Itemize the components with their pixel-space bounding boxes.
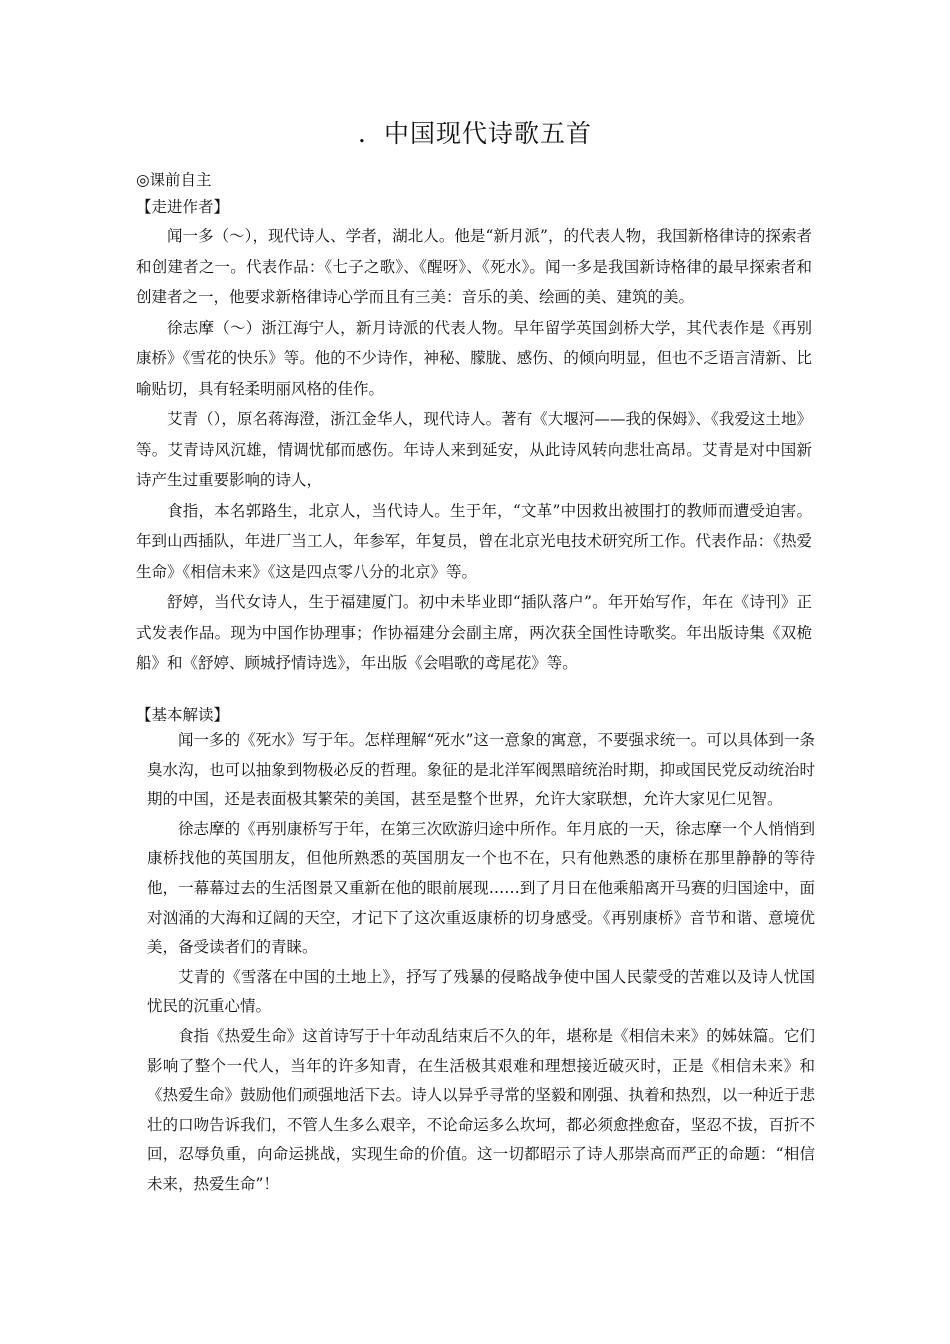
reading-paragraph-dead-water: 闻一多的《死水》写于年。怎样理解“死水”这一意象的寓意，不要强求统一。可以具体到一条臭水沟，也可以抽象到物极必反的哲理。象征的是北洋军阀黑暗统治时期，抑或国民党反动统治时期的中国，还是表面极其繁荣的美国，甚至是整个世界，允许大家联想，允许大家见仁见智。	[147, 731, 815, 809]
author-paragraph-xu-zhimo: 徐志摩（～）浙江海宁人，新月诗派的代表人物。早年留学英国剑桥大学，其代表作是《再别康桥》《雪花的快乐》等。他的不少诗作，神秘、朦胧、感伤、的倾向明显，但也不乏语言清新、比喻贴切，具有轻柔明丽风格的佳作。	[136, 318, 812, 398]
author-section-body	[136, 221, 812, 679]
document-title: ．中国现代诗歌五首	[357, 119, 592, 148]
author-paragraph-wen-yiduo: 闻一多（～），现代诗人、学者，湖北人。他是“新月派”，的代表人物，我国新格律诗的探索者和创建者之一。代表作品：《七子之歌》、《醒呀》、《死水》。闻一多是我国新诗格律的最早探索者和创建者之一，他要求新格律诗心学而且有三美：音乐的美、绘画的美、建筑的美。	[136, 227, 812, 306]
reading-paragraph-farewell-cambridge: 徐志摩的《再别康桥写于年，在第三次欧游归途中所作。年月底的一天，徐志摩一个人悄悄到康桥找他的英国朋友，但他所熟悉的英国朋友一个也不在，只有他熟悉的康桥在那里静静的等待他，一幕幕过去的生活图景又重新在他的眼前展现……到了月日在他乘船离开马赛的归国途中，面对汹涌的大海和辽阔的天空，才记下了这次重返康桥的切身感受。《再别康桥》音节和谐、意境优美，备受读者们的青睐。	[147, 819, 815, 957]
author-paragraph-shi-zhi: 食指，本名郭路生，北京人，当代诗人。生于年，“文革”中因救出被围打的教师而遭受迫害。年到山西插队，年进厂当工人，年参军，年复员，曾在北京光电技术研究所工作。代表作品：《热爱生命》《相信未来》《这是四点零八分的北京》等。	[136, 501, 812, 581]
reading-section-heading: 【基本解读】	[136, 706, 230, 724]
reading-paragraph-love-life: 食指《热爱生命》这首诗写于十年动乱结束后不久的年，堪称是《相信未来》的姊妹篇。它们影响了整个一代人，当年的许多知青，在生活极其艰难和理想接近破灭时，正是《相信未来》和《热爱生命》鼓励他们顽强地活下去。诗人以异乎寻常的坚毅和刚强、执着和热烈，以一种近于悲壮的口吻告诉我们，不管人生多么艰辛，不论命运多么坎坷，都必须愈挫愈奋，坚忍不拔，百折不回，忍辱负重，向命运挑战，实现生命的价值。这一切都昭示了诗人那崇高而严正的命题：“相信未来，热爱生命”！	[147, 1026, 815, 1193]
pre-class-label: ◎课前自主	[136, 171, 212, 189]
reading-section-body	[147, 726, 815, 1200]
author-section-heading: 【走进作者】	[136, 198, 230, 216]
reading-paragraph-snow-china: 艾青的《雪落在中国的土地上》，抒写了残暴的侵略战争使中国人民蒙受的苦难以及诗人忧国忧民的沉重心情。	[147, 967, 815, 1016]
author-paragraph-shu-ting: 舒婷，当代女诗人，生于福建厦门。初中未毕业即“插队落户”。年开始写作，年在《诗刊》正式发表作品。现为中国作协理事；作协福建分会副主席，两次获全国性诗歌奖。年出版诗集《双桅船》和《舒婷、顾城抒情诗选》，年出版《会唱歌的鸢尾花》等。	[136, 593, 812, 672]
author-paragraph-ai-qing: 艾青（），原名蒋海澄，浙江金华人，现代诗人。著有《大堰河——我的保姆》、《我爱这土地》等。艾青诗风沉雄，情调忧郁而感伤。年诗人来到延安，从此诗风转向悲壮高昂。艾青是对中国新诗产生过重要影响的诗人，	[136, 410, 812, 489]
